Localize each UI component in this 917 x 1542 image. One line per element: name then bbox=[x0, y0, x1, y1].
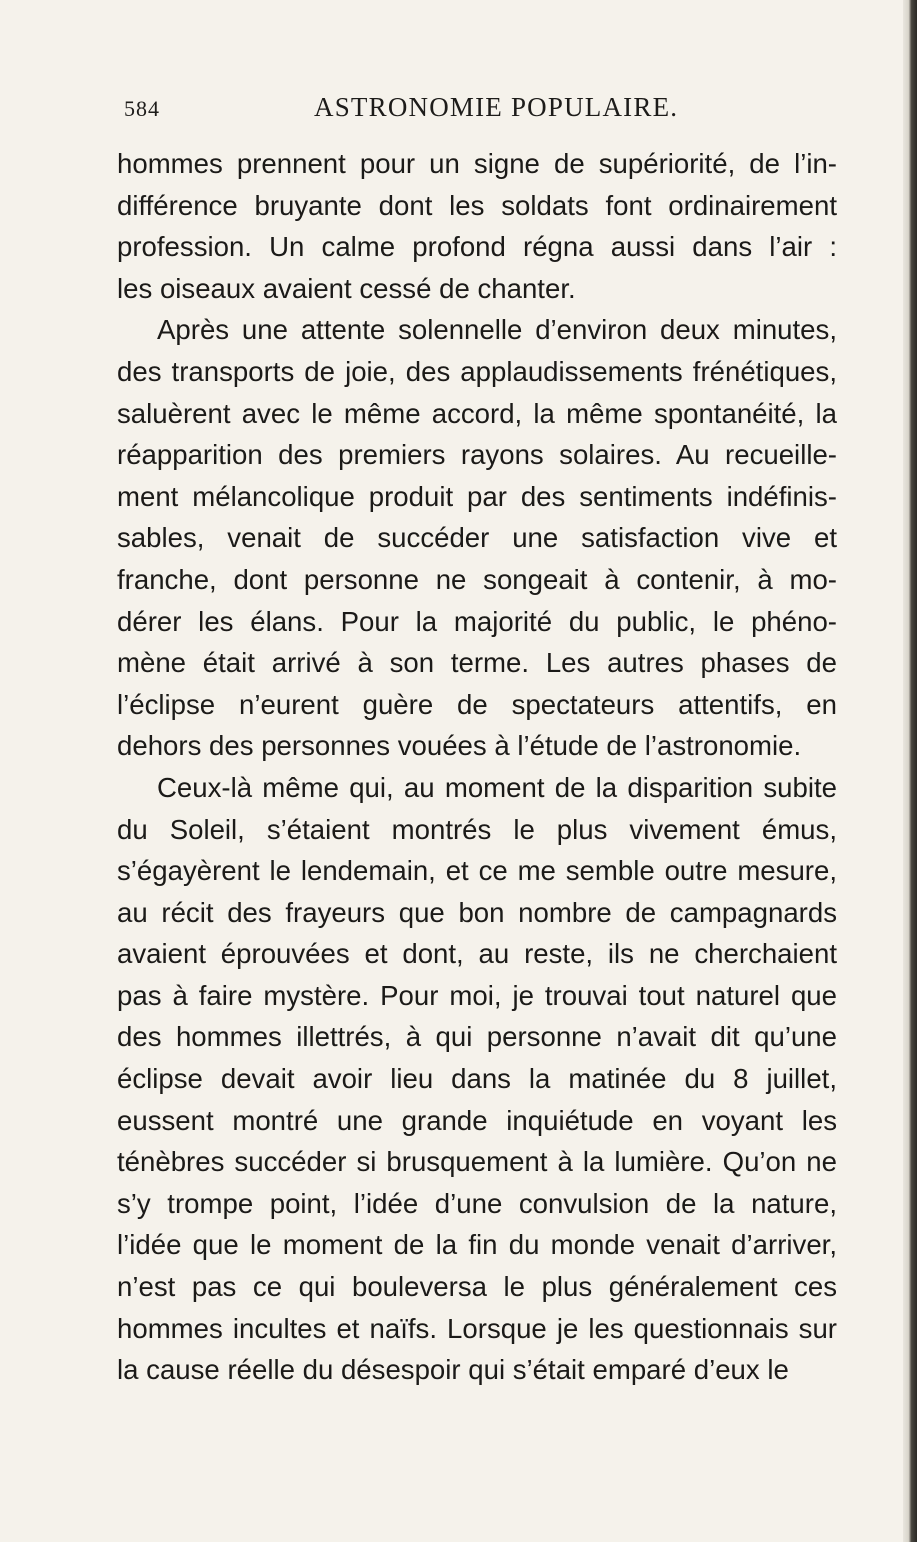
text-line: les oiseaux avaient cessé de chanter. bbox=[117, 272, 576, 304]
text-line: dérer les élans. Pour la majorité du public, le phéno- bbox=[117, 605, 837, 637]
body-text bbox=[117, 143, 837, 1391]
text-line: saluèrent avec le même accord, la même spontanéité, la bbox=[117, 397, 837, 429]
text-line: l’éclipse n’eurent guère de spectateurs attentifs, en bbox=[117, 688, 837, 720]
text-line: mène était arrivé à son terme. Les autres phases de bbox=[117, 647, 837, 679]
text-line: Après une attente solennelle d’environ deux minutes, bbox=[157, 314, 837, 346]
running-title: ASTRONOMIE POPULAIRE. bbox=[314, 92, 679, 122]
text-line: des hommes illettrés, à qui personne n’avait dit qu’une bbox=[117, 1021, 837, 1053]
page-number: 584 bbox=[124, 96, 160, 121]
page-edge bbox=[903, 0, 917, 1542]
text-line: l’idée que le moment de la fin du monde venait d’arriver, bbox=[117, 1229, 837, 1261]
text-line: n’est pas ce qui bouleversa le plus généralement ces bbox=[117, 1271, 837, 1303]
text-line: au récit des frayeurs que bon nombre de campagnards bbox=[117, 896, 837, 928]
text-line: s’y trompe point, l’idée d’une convulsion de la nature, bbox=[117, 1187, 837, 1219]
text-line: sables, venait de succéder une satisfaction vive et bbox=[117, 522, 837, 554]
text-line: profession. Un calme profond régna aussi dans l’air : bbox=[117, 231, 837, 263]
text-line: réapparition des premiers rayons solaires. Au recueille- bbox=[117, 439, 837, 471]
page-header bbox=[120, 92, 680, 132]
text-line: ment mélancolique produit par des sentiments indéfinis- bbox=[117, 480, 837, 512]
text-line: la cause réelle du désespoir qui s’était emparé d’eux le bbox=[117, 1354, 789, 1386]
text-line: Ceux-là même qui, au moment de la disparition subite bbox=[157, 771, 837, 803]
text-line: eussent montré une grande inquiétude en voyant les bbox=[117, 1104, 837, 1136]
text-line: s’égayèrent le lendemain, et ce me semble outre mesure, bbox=[117, 855, 837, 887]
text-line: hommes prennent pour un signe de supériorité, de l’in- bbox=[117, 148, 837, 179]
text-line: avaient éprouvées et dont, au reste, ils ne cherchaient bbox=[117, 938, 837, 970]
text-line: des transports de joie, des applaudissements frénétiques, bbox=[117, 355, 837, 387]
text-line: franche, dont personne ne songeait à contenir, à mo- bbox=[117, 563, 837, 595]
text-line: du Soleil, s’étaient montrés le plus vivement émus, bbox=[117, 813, 837, 845]
text-line: ténèbres succéder si brusquement à la lumière. Qu’on ne bbox=[117, 1146, 837, 1178]
text-line: dehors des personnes vouées à l’étude de l’astronomie. bbox=[117, 730, 802, 762]
text-line: différence bruyante dont les soldats font ordinairement bbox=[117, 189, 837, 221]
text-line: pas à faire mystère. Pour moi, je trouvai tout naturel que bbox=[117, 979, 837, 1011]
text-line: hommes incultes et naïfs. Lorsque je les questionnais sur bbox=[117, 1312, 837, 1344]
text-line: éclipse devait avoir lieu dans la matinée du 8 juillet, bbox=[117, 1063, 837, 1095]
